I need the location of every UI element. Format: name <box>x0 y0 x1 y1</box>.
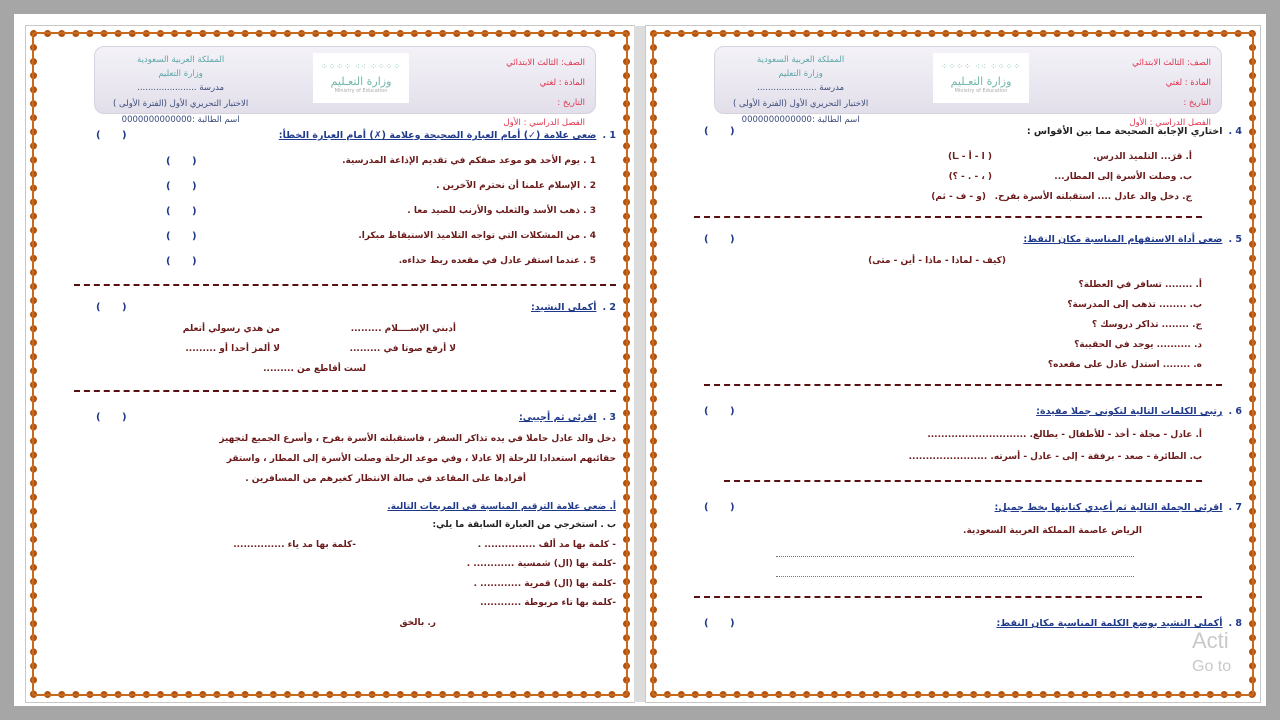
kingdom-label: المملكة العربية السعودية <box>137 55 225 65</box>
choice-item: ج. دخل والد عادل .... استقبلته الأسرة بفرح. <box>994 192 1192 202</box>
question-5-heading <box>1023 234 1242 245</box>
blank-item: ج. ........ تذاكر دروسك ؟ <box>1091 320 1202 330</box>
choice-item: أ. قرَ... التلميذ الدرس. <box>1092 152 1192 162</box>
q-title: رتبي الكلمات التالية لتكوني جملا مفيدة: <box>1036 406 1223 417</box>
section-divider <box>694 596 1202 598</box>
blank-item: ه. ........ استدل عادل على مقعده؟ <box>1047 360 1202 370</box>
q-num: 4 . <box>1228 126 1242 137</box>
poem-verse: لا أرفع صوتا في ......... <box>349 344 456 354</box>
blank-item: د. .......... يوجد في الحقيبة؟ <box>1074 340 1202 350</box>
date-label: التاريخ : <box>1183 98 1211 108</box>
q-num: 1 . <box>602 130 616 141</box>
sub-question-a: أ. ضعي علامة الترقيم المناسبة في المربعات التالية. <box>387 502 616 512</box>
score-box[interactable]: ( ) <box>704 234 735 245</box>
q-title: اقرئي ثم أجيبي: <box>518 412 597 423</box>
page-gap <box>634 26 646 702</box>
q-num: 7 . <box>1228 502 1242 513</box>
poem-verse: من هدي رسولي أتعلم <box>182 324 280 334</box>
subject-label: المادة : لغتي <box>539 78 585 88</box>
score-box[interactable]: ( ) <box>704 406 735 417</box>
question-2-heading <box>531 302 616 313</box>
extract-item: -كلمة بها تاء مربوطة ............ <box>480 598 616 608</box>
logo-dots-icon: ⁘⁘⁘⁘ ⁖⁖ ⁘⁘⁘⁘ <box>940 61 1022 71</box>
header-school <box>733 53 868 127</box>
score-box[interactable]: ( ) <box>704 502 735 513</box>
extract-item: -كلمة بها مد ياء ............... <box>233 540 356 550</box>
header-school <box>113 53 248 127</box>
question-3-heading <box>519 412 616 423</box>
subject-label: المادة : لغتي <box>1165 78 1211 88</box>
answer-box[interactable]: ( ) <box>166 206 197 217</box>
student-label: اسم الطالبة :0000000000000 <box>741 115 860 125</box>
header-info <box>503 53 585 133</box>
q-num: 6 . <box>1228 406 1242 417</box>
exam-label: الاختبار التحريري الأول (الفترة الأولى ) <box>113 99 249 109</box>
q-title: اقرئي الجملة التالية ثم أعيدي كتابتها بخط جميل: <box>994 502 1223 513</box>
extract-item: -كلمة بها (ال) شمسية ............ . <box>466 559 616 569</box>
blank-item: ب. ........ تذهب إلى المدرسة؟ <box>1067 300 1202 310</box>
reorder-item: ب. الطائرة - صعد - برفقة - إلى - عادل - أسرته. ....................... <box>908 452 1202 462</box>
passage-line: حقائبهم استعدادا للرحلة إلا عادلا ، وفي موعد الرحلة وصلت الأسرة إلى المطار ، واستقر <box>226 454 616 464</box>
exam-label: الاختبار التحريري الأول (الفترة الأولى ) <box>733 99 869 109</box>
ministry-label: وزارة التعليم <box>158 69 203 79</box>
grade-label: الصف: الثالث الابتدائي <box>506 58 585 68</box>
grade-label: الصف: الثالث الابتدائي <box>1132 58 1211 68</box>
header-info <box>1129 53 1211 133</box>
logo-dots-icon: ⁘⁘⁘⁘ ⁖⁖ ⁘⁘⁘⁘ <box>320 61 402 71</box>
score-box[interactable]: ( ) <box>704 126 735 137</box>
score-box[interactable]: ( ) <box>96 130 127 141</box>
watermark-line-1: Acti <box>1192 628 1229 653</box>
exam-page-right <box>646 26 1260 702</box>
answer-box[interactable]: ( ) <box>166 156 197 167</box>
answer-box[interactable]: ( ) <box>166 256 197 267</box>
passage-line: أفرادها على المقاعد في صالة الانتظار كغيرهم من المسافرين . <box>245 474 526 484</box>
passage-line: دخل والد عادل حاملا في يده تذاكر السفر ، فاستقبلته الأسرة بفرح ، وأسرع الجميع لتجهيز <box>219 434 616 444</box>
copy-sentence: الرياض عاصمة المملكة العربية السعودية. <box>963 526 1142 536</box>
q-num: 5 . <box>1228 234 1242 245</box>
blank-item: أ. ........ تسافر في العطلة؟ <box>1078 280 1202 290</box>
section-divider <box>74 284 616 286</box>
section-divider <box>74 390 616 392</box>
ministry-label: وزارة التعليم <box>778 69 823 79</box>
logo-name: وزارة التعـليم <box>330 74 392 88</box>
choice-options: (و - ف - ثم) <box>931 192 986 202</box>
q-num: 2 . <box>602 302 616 313</box>
question-6-heading <box>1036 406 1242 417</box>
writing-line[interactable] <box>776 556 1134 557</box>
q-num: 8 . <box>1228 618 1242 629</box>
statement-item: 5 . عندما استقر عادل في مقعده ربط حذاءه. <box>398 256 596 266</box>
score-box[interactable]: ( ) <box>96 302 127 313</box>
options-list: (كيف - لماذا - ماذا - أين - متى) <box>868 256 1006 266</box>
answer-box[interactable]: ( ) <box>166 231 197 242</box>
choice-item: ب. وصلت الأسرة إلى المطار... <box>1054 172 1192 182</box>
q-title: ضعي أداة الاستفهام المناسبة مكان النقط: <box>1023 234 1223 245</box>
statement-item: 1 . يوم الأحد هو موعد صفكم في تقديم الإذاعة المدرسية. <box>342 156 596 166</box>
logo-en: Ministry of Education <box>954 87 1008 94</box>
semester-label: الفصل الدراسي : الأول <box>1129 118 1211 128</box>
answer-box[interactable]: ( ) <box>166 181 197 192</box>
ministry-logo <box>313 53 409 103</box>
section-divider <box>704 384 1222 386</box>
semester-label: الفصل الدراسي : الأول <box>503 118 585 128</box>
section-divider <box>694 216 1202 218</box>
sub-question-b: ب . استخرجي من العبارة السابقة ما يلي: <box>432 520 616 530</box>
school-label: مدرسة ...................... <box>137 83 225 93</box>
page-footer-note: ر. بالخق <box>399 618 436 628</box>
choice-options: ( ، - . - ؟) <box>948 172 992 182</box>
extract-item: -كلمة بها (ال) قمرية ............ . <box>473 579 616 589</box>
question-1-heading <box>279 130 616 141</box>
q-title: ضعي علامة (✓) أمام العبارة الصحيحة وعلامة (✗) أمام العبارة الخطأ: <box>278 130 597 141</box>
statement-item: 2 . الإسلام علمنا أن نحترم الآخرين . <box>436 181 596 191</box>
choice-options: ( ا - أ - ـا) <box>948 152 992 162</box>
section-divider <box>724 480 1202 482</box>
question-4-heading <box>1027 126 1242 137</box>
slide-canvas <box>14 14 1266 706</box>
student-label: اسم الطالبة :0000000000000 <box>121 115 240 125</box>
activate-windows-watermark <box>1192 628 1231 680</box>
logo-name: وزارة التعـليم <box>950 74 1012 88</box>
question-7-heading <box>995 502 1242 513</box>
q-num: 3 . <box>602 412 616 423</box>
poem-verse: لست أقاطع من ......... <box>263 364 366 374</box>
ministry-logo <box>933 53 1029 103</box>
q-title: أكملي النشيد بوضع الكلمة المناسبة مكان النقط: <box>996 618 1223 629</box>
reorder-item: أ. عادل - مجلة - أخذ - للأطفال - يطالع. ............................. <box>927 430 1202 440</box>
statement-item: 3 . ذهب الأسد والثعلب والأرنب للصيد معا . <box>407 206 596 216</box>
poem-verse: لا ألمز أحدا أو ......... <box>185 344 280 354</box>
watermark-line-2: Go to <box>1192 658 1232 675</box>
logo-en: Ministry of Education <box>334 87 388 94</box>
exam-header <box>94 46 596 128</box>
kingdom-label: المملكة العربية السعودية <box>757 55 845 65</box>
q-title: اختاري الإجابة الصحيحة مما بين الأقواس : <box>1026 126 1223 137</box>
date-label: التاريخ : <box>557 98 585 108</box>
exam-header <box>714 46 1222 128</box>
score-box[interactable]: ( ) <box>704 618 735 629</box>
exam-page-left <box>26 26 634 702</box>
score-box[interactable]: ( ) <box>96 412 127 423</box>
q-title: أكملي النشيد: <box>530 302 597 313</box>
poem-verse: أدبني الإســــلام ......... <box>350 324 456 334</box>
school-label: مدرسة ...................... <box>757 83 845 93</box>
writing-line[interactable] <box>776 576 1134 577</box>
statement-item: 4 . من المشكلات التي تواجه التلاميذ الاستيقاظ مبكرا. <box>358 231 596 241</box>
extract-item: - كلمة بها مد ألف ............... . <box>477 540 616 550</box>
